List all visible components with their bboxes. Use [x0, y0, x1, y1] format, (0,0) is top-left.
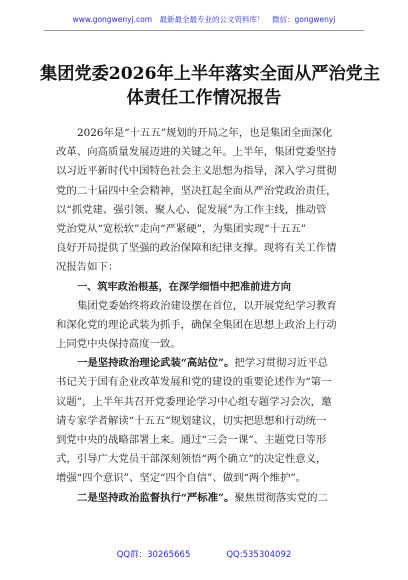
- header-divider: [44, 30, 364, 31]
- item1-lead-rest: 把学习贯彻习近平总: [234, 357, 328, 370]
- intro-line: 党治党从“宽松软”走向“严紧硬”，为集团实现“十五五”: [56, 222, 307, 235]
- intro-line: 以“抓党建、强引领、聚人心、促发展”为工作主线，推动管: [56, 203, 327, 216]
- title-line-2: 体责任工作情况报告: [126, 88, 282, 108]
- intro-line: 党的二十届四中全会精神，坚决扛起全面从严治党政治责任，: [56, 184, 337, 197]
- item2-first-line: [56, 489, 356, 508]
- section1-para-line: 集团党委始终将政治建设摆在首位，以开展党纪学习教育: [77, 299, 337, 312]
- document-title: [40, 62, 381, 110]
- item2-lead: 二是坚持政治监督执行“严标准”。: [77, 491, 235, 504]
- intro-line: 况报告如下：: [56, 261, 119, 274]
- intro-line: 2026年是“十五五”规划的开局之年，也是集团全面深化: [77, 127, 333, 139]
- section1-para-line: 和深化党的理论武装为抓手，确保全集团在思想上政治上行动: [56, 318, 337, 331]
- footer-qq-group: QQ群：30265665: [116, 550, 191, 560]
- item1-line: 式，引导广大党员干部深刻领悟“两个确立”的决定性意义，: [56, 453, 327, 466]
- item1-lead: 一是坚持政治理论武装“高站位”。: [77, 357, 235, 370]
- title-line-1: 集团党委2026年上半年落实全面从严治党主: [40, 64, 381, 84]
- intro-line: 良好开局提供了坚强的政治保障和纪律支撑。现将有关工作情: [56, 242, 337, 255]
- intro-line: 改革、向高质量发展迈进的关键之年。上半年，集团党委坚持: [56, 146, 337, 159]
- item1-line: 增强“四个意识”、坚定“四个自信”、做到“两个维护”。: [56, 472, 307, 485]
- item2-lead-rest: 聚焦贯彻落实党的二: [234, 491, 328, 504]
- footer-qq: QQ:535304092: [226, 550, 292, 560]
- footer-contact: [0, 548, 408, 560]
- item1-first-line: [56, 354, 356, 373]
- header-banner: www.gongwenyj.com 最新最全最专业的公文资料库！ 微信：gongwenyj: [72, 15, 336, 24]
- section-heading-1: 一、筑牢政治根基，在深学细悟中把准前进方向: [77, 281, 291, 293]
- intro-line: 以习近平新时代中国特色社会主义思想为指导，深入学习贯彻: [56, 165, 337, 178]
- item1-line: 到党中央的战略部署上来。通过“三会一课”、主题党日等形: [56, 434, 327, 446]
- item1-line: 议题”，上半年共召开党委理论学习中心组专题学习会次，邀: [56, 395, 332, 408]
- document-body: [56, 124, 356, 508]
- item1-line: 书记关于国有企业改革发展和党的建设的重要论述作为“第一: [56, 376, 332, 389]
- section1-para-line: 上同党中央保持高度一致。: [56, 338, 181, 351]
- item1-line: 请专家学者解读“十五五”规划建议，切实把思想和行动统一: [56, 414, 327, 427]
